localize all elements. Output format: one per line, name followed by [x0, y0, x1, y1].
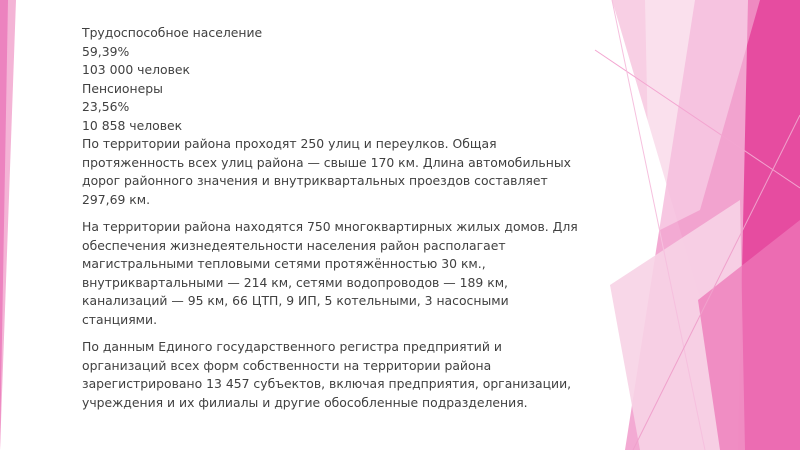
- slide-text-block: [82, 24, 582, 412]
- paragraph-streets: По территории района проходят 250 улиц и переулков. Общая протяженность всех улиц района — свыше 170 км. Длина автомобильных дорог районного значения и внутриквартальных проездов составляет 297,69 км.: [82, 136, 571, 207]
- working-population-percent: 59,39%: [82, 43, 130, 59]
- working-population-count: 103 000 человек: [82, 62, 191, 77]
- pensioners-count: 10 858 человек: [82, 117, 183, 133]
- pensioners-percent: 23,56%: [82, 99, 130, 114]
- label-working-population: Трудоспособное население: [82, 25, 263, 40]
- paragraph-enterprises: По данным Единого государственного регистра предприятий и организаций всех форм собственности на территории района зарегистрировано 13 457 субъектов, включая предприятия, организации, учреждения и их филиалы и другие обособленные подразделения.: [82, 339, 572, 410]
- label-pensioners: Пенсионеры: [82, 80, 163, 96]
- paragraph-housing-networks: На территории района находятся 750 многоквартирных жилых домов. Для обеспечения жизнедеятельности населения район располагает магистральными тепловыми сетями протяжённостью 30 км., внутриквартальными — 214 км, сетями водопроводов — 189 км, канализаций — 95 км, 66 ЦТП, 9 ИП, 5 котельными, 3 насосными станциями.: [82, 219, 578, 327]
